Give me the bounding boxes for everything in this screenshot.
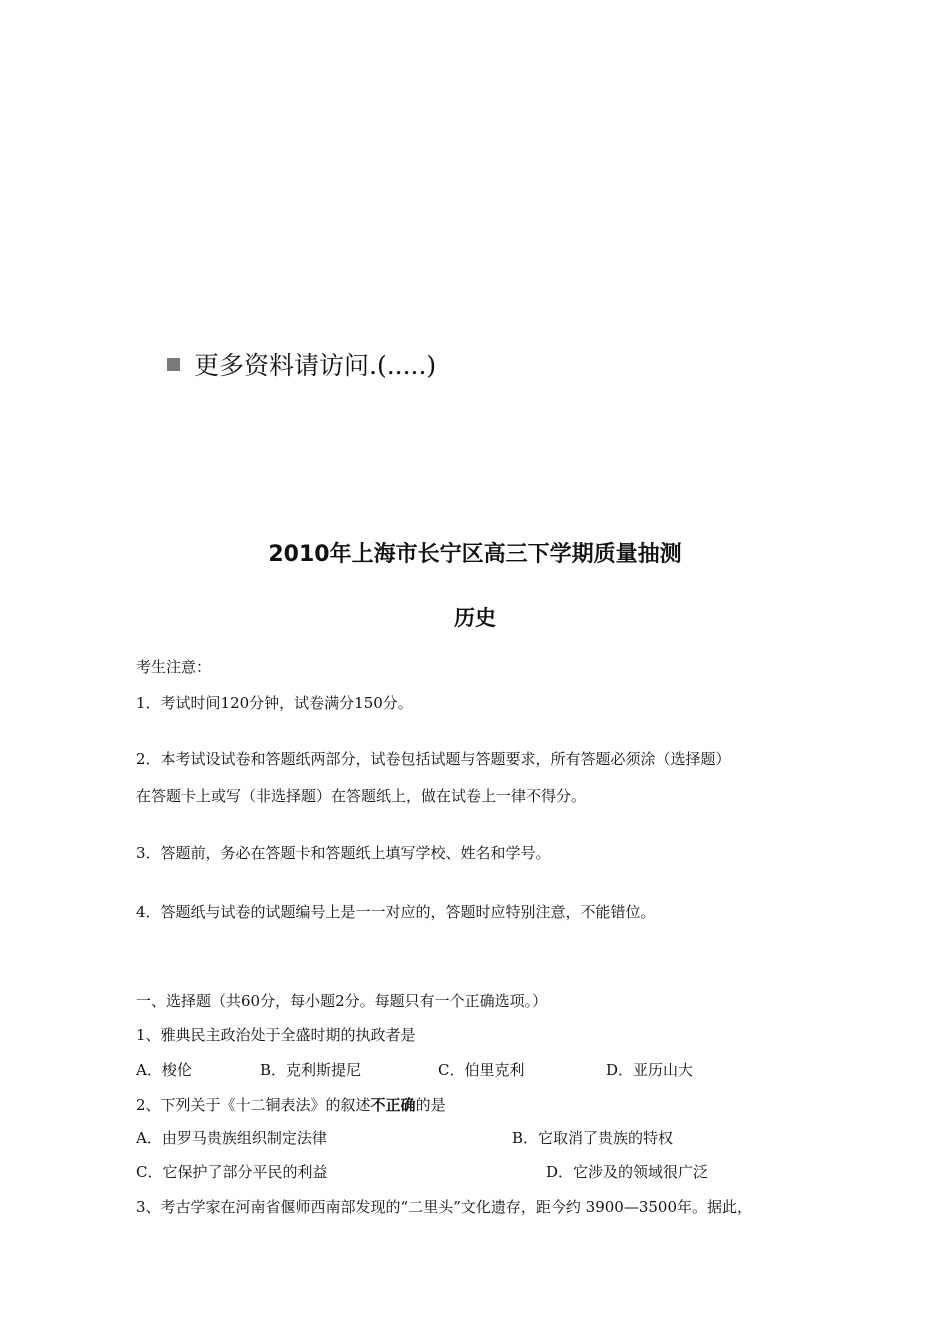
question-1-option-b: B．克利斯提尼	[260, 1061, 362, 1079]
question-1-option-c: C．伯里克利	[438, 1061, 525, 1079]
notice-item-2-line-2: 在答题卡上或写（非选择题）在答题纸上，做在试卷上一律不得分。	[136, 787, 587, 805]
banner-text: 更多资料请访问.(.....)	[194, 351, 437, 380]
question-3-stem: 3、考古学家在河南省偃师西南部发现的“二里头”文化遗存，距今约 3900—3500年。据此，	[136, 1198, 752, 1216]
question-2-stem-before: 2、下列关于《十二铜表法》的叙述	[136, 1096, 371, 1114]
document-title: 2010年上海市长宁区高三下学期质量抽测	[268, 542, 682, 567]
question-1-stem: 1、雅典民主政治处于全盛时期的执政者是	[136, 1026, 416, 1044]
square-bullet-icon	[167, 358, 180, 371]
question-1-option-a: A．梭伦	[136, 1061, 192, 1079]
notice-item-4: 4．答题纸与试卷的试题编号上是一一对应的，答题时应特别注意，不能错位。	[136, 903, 656, 921]
question-2-option-b: B．它取消了贵族的特权	[512, 1129, 674, 1147]
notice-item-1: 1．考试时间120分钟，试卷满分150分。	[136, 694, 413, 712]
question-1-option-d: D．亚历山大	[606, 1061, 694, 1079]
notice-item-3: 3．答题前，务必在答题卡和答题纸上填写学校、姓名和学号。	[136, 844, 551, 862]
question-2-stem-emphasis: 不正确	[370, 1096, 416, 1114]
question-2-option-a: A．由罗马贵族组织制定法律	[136, 1129, 327, 1147]
more-resources-banner	[167, 346, 436, 382]
question-2-stem-after: 的是	[415, 1096, 446, 1114]
question-2-option-d: D．它涉及的领域很广泛	[546, 1163, 709, 1181]
notice-item-2-line-1: 2．本考试设试卷和答题纸两部分，试卷包括试题与答题要求，所有答题必须涂（选择题）	[136, 750, 731, 768]
section-heading: 一、选择题（共60分，每小题2分。每题只有一个正确选项。）	[136, 992, 548, 1010]
question-2-stem	[136, 1094, 446, 1115]
question-2-option-c: C．它保护了部分平民的利益	[136, 1163, 328, 1181]
document-subtitle: 历史	[454, 606, 496, 630]
notice-heading: 考生注意：	[136, 658, 212, 676]
